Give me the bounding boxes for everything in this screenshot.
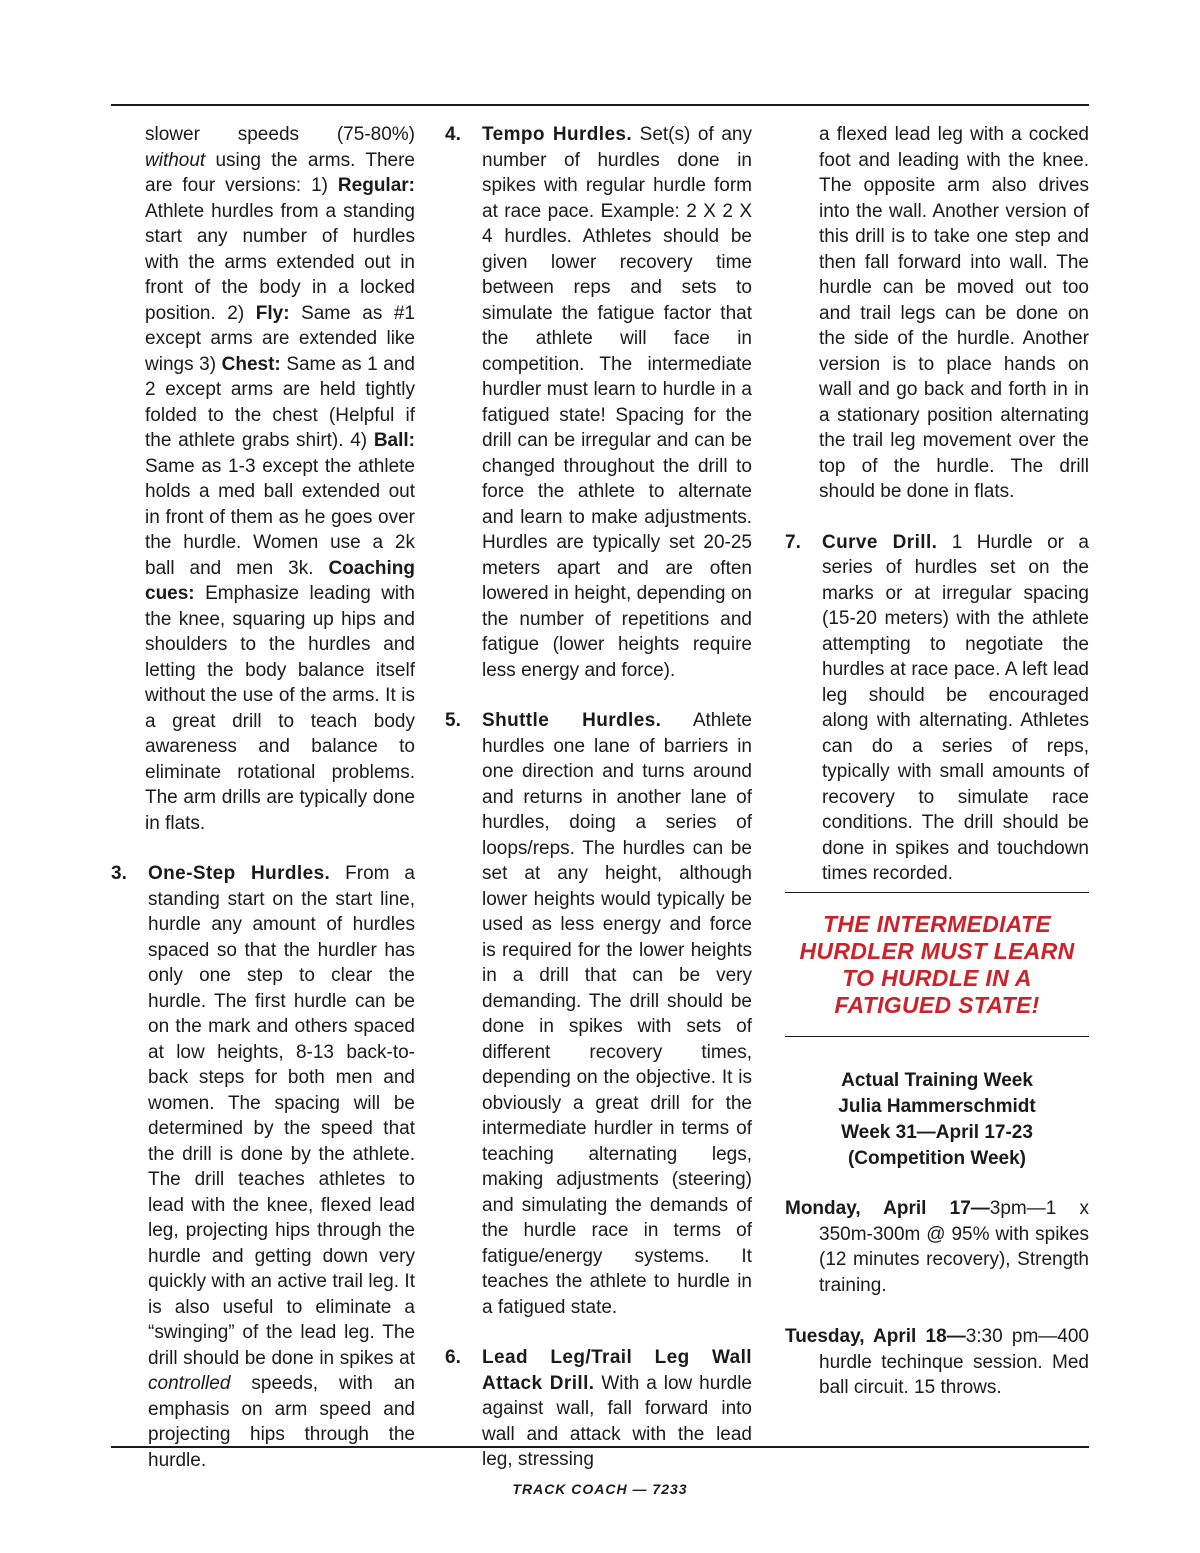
callout-bottom-rule	[785, 1036, 1089, 1037]
arm-drill-paragraph: slower speeds (75-80%) without using the arms. There are four versions: 1) Regular: Athlete hurdles from a standing start any number of hurdles with the arms extended out in front of the body in a locked position. 2) Fly: Same as #1 except arms are extended like wings 3) Chest: Same as 1 and 2 except arms are held tightly folded to the chest (Helpful if the athlete grabs shirt). 4) Ball: Same as 1-3 except the athlete holds a med ball extended out in front of them as he goes over the hurdle. Women use a 2k ball and men 3k. Coaching cues: Emphasize leading with the knee, squaring up hips and shoulders to the hurdles and letting the body balance itself without the use of the arms. It is a great drill to teach body awareness and balance to eliminate rotational problems. The arm drills are typically done in flats.	[145, 124, 416, 834]
column-3	[785, 122, 1089, 887]
pull-quote: THE INTERMEDIATE HURDLER MUST LEARN TO HURDLE IN A FATIGUED STATE!	[799, 911, 1075, 1018]
list-item-tempo-hurdles: 4. Tempo Hurdles. Set(s) of any number of hurdles done in spikes with regular hurdle form at race pace. Example: 2 X 2 X 4 hurdles. Athletes should be given lower recovery time between reps and sets to simulate the fatigue factor that the athlete will face in competition. The intermediate hurdler must learn to hurdle in a fatigued state! Spacing for the drill can be irregular and can be changed throughout the drill to force the athlete to alternate and learn to make adjustments. Hurdles are typically set 20-25 meters apart and are often lowered in height, depending on the number of repetitions and fatigue (lower heights require less energy and force).	[445, 124, 752, 681]
bottom-rule	[111, 1446, 1089, 1448]
wall-attack-drill-continued: a flexed lead leg with a cocked foot and leading with the knee. The opposite arm also drives into the wall. Another version of this drill is to take one step and then fall forward into wall. The hurdle can be moved out too and trail legs can be done on the side of the hurdle. Another version is to place hands on wall and go back and forth in in a stationary position alternating the trail leg movement over the top of the hurdle. The drill should be done in flats.	[819, 124, 1089, 502]
top-rule	[111, 104, 1089, 106]
list-item-curve-drill: 7. Curve Drill. 1 Hurdle or a series of hurdles set on the marks or at irregular spacing (15-20 meters) with the athlete attempting to negotiate the hurdles at race pace. A left lead leg should be encouraged along with alternating. Athletes can do a series of reps, typically with small amounts of recovery to simulate race conditions. The drill should be done in spikes and touchdown times recorded.	[785, 531, 1089, 884]
list-item-one-step-hurdles: 3. One-Step Hurdles. From a standing start on the start line, hurdle any amount of hurdles spaced so that the hurdler has only one step to clear the hurdle. The first hurdle can be on the mark and others spaced at low heights, 8-13 back-to-back steps for both men and women. The spacing will be determined by the speed that the drill is done by the athlete. The drill teaches athletes to lead with the knee, flexed lead leg, projecting hips through the hurdle and getting down very quickly with an active trail leg. It is also useful to eliminate a “swinging” of the lead leg. The drill should be done in spikes at controlled speeds, with an emphasis on arm speed and projecting hips through the hurdle.	[111, 863, 415, 1471]
page-footer: TRACK COACH — 7233	[512, 1481, 688, 1497]
list-item-wall-attack-drill: 6. Lead Leg/Trail Leg Wall Attack Drill. With a low hurdle against wall, fall forward into wall and attack with the lead leg, stressing	[445, 1347, 752, 1470]
training-week-heading: Actual Training Week Julia Hammerschmidt Week 31—April 17-23 (Competition Week)	[838, 1070, 1036, 1169]
list-item-shuttle-hurdles: 5. Shuttle Hurdles. Athlete hurdles one lane of barriers in one direction and turns around and returns in another lane of hurdles, doing a series of loops/reps. The hurdles can be set at any height, although lower heights would typically be used as less energy and force is required for the lower heights in a drill that can be very demanding. The drill should be done in spikes with sets of different recovery times, depending on the objective. It is obviously a great drill for the intermediate hurdler in terms of teaching alternating legs, making adjustments (steering) and simulating the demands of the hurdle race in terms of fatigue/energy systems. It teaches the athlete to hurdle in a fatigued state.	[445, 710, 752, 1318]
column-1	[111, 122, 415, 1473]
column-2	[445, 122, 752, 1473]
training-entry-monday: Monday, April 17—3pm—1 x 350m-300m @ 95% with spikes (12 minutes recovery), Strength training.	[785, 1198, 1089, 1296]
training-entry-tuesday: Tuesday, April 18—3:30 pm—400 hurdle techinque session. Med ball circuit. 15 throws.	[785, 1326, 1089, 1398]
callout-top-rule	[785, 892, 1089, 893]
